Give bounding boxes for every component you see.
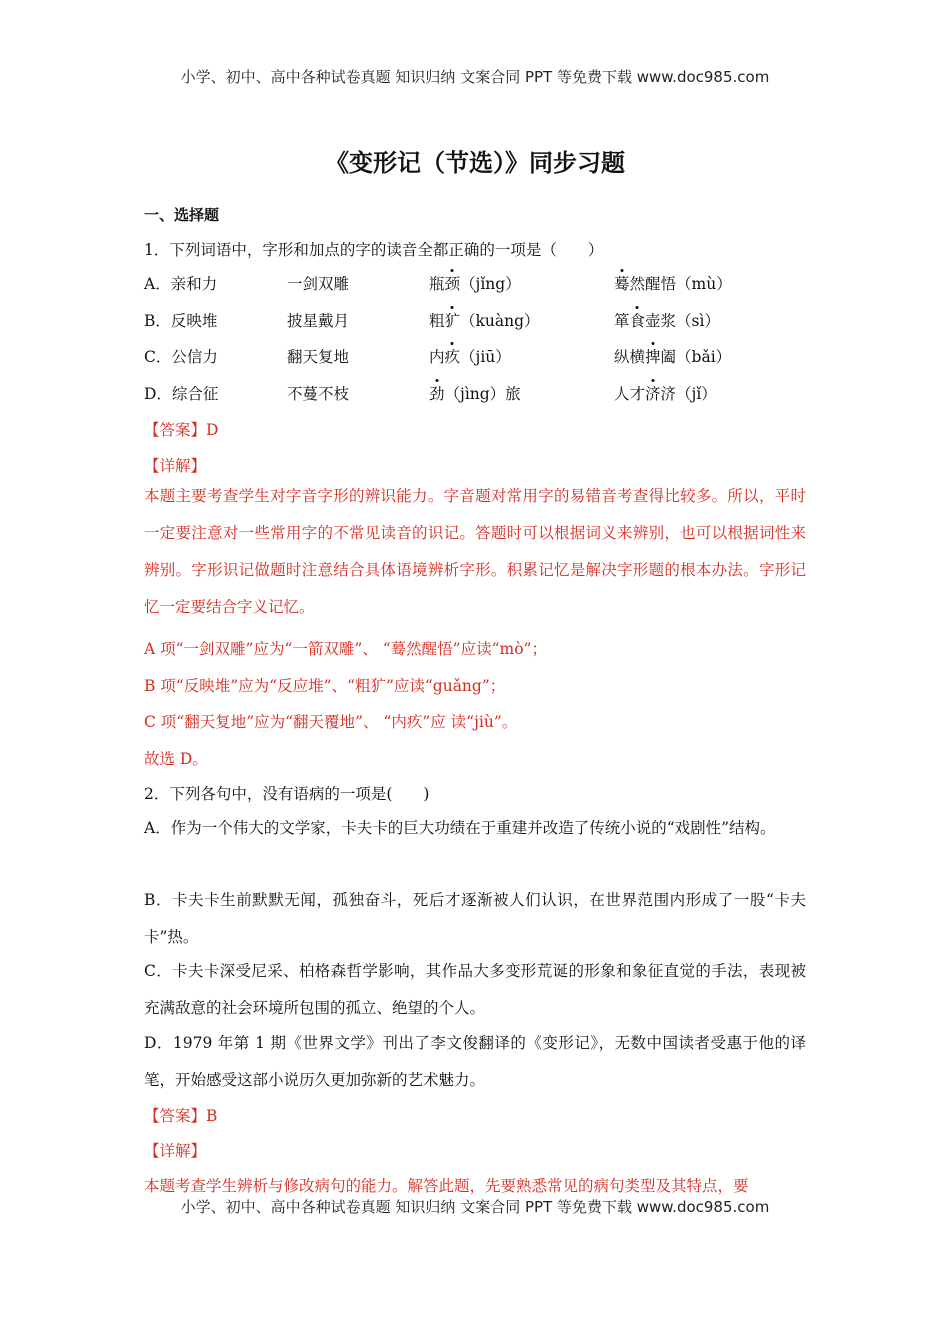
dotted-char: 颈 <box>445 272 461 294</box>
option-b-label: B．反映堆 <box>144 312 218 330</box>
question-2-option-c: C．卡夫卡深受尼采、柏格森哲学影响，其作品大多变形荒诞的形象和象征直觉的手法，表现被充满敌意的社会环境所包围的孤立、绝望的个人。 <box>144 962 806 1017</box>
option-d-word-3: 劲（jìng）旅 <box>429 382 521 404</box>
question-2-answer: 【答案】B <box>144 1107 218 1125</box>
question-1-explanation: 本题主要考查学生对字音字形的辨识能力。字音题对常用字的易错音考查得比较多。所以，平时一定要注意对一些常用字的不常见读音的识记。答题时可以根据词义来辨别，也可以根据词性来辨别。字形识记做题时注意结合具体语境辨析字形。积累记忆是解决字形题的根本办法。字形记忆一定要结合字义记忆。 <box>144 487 806 616</box>
option-d-word-4: 人才济济（jǐ） <box>614 382 717 404</box>
dotted-char: 疚 <box>445 345 461 367</box>
question-1-note-b: B 项“反映堆”应为“反应堆”、“粗犷”应读“guǎng”； <box>144 677 506 695</box>
question-2-detail-label: 【详解】 <box>144 1142 207 1160</box>
option-c-label: C．公信力 <box>144 348 218 366</box>
dotted-char: 犷 <box>445 309 461 331</box>
question-2-option-b: B．卡夫卡生前默默无闻，孤独奋斗，死后才逐渐被人们认识，在世界范围内形成了一股“卡夫卡”热。 <box>144 891 806 946</box>
question-2-explanation: 本题考查学生辨析与修改病句的能力。解答此题，先要熟悉常见的病句类型及其特点，要 <box>144 1177 749 1195</box>
question-1-note-a: A 项“一剑双雕”应为“一箭双雕”、 “蓦然醒悟”应读“mò”； <box>144 640 547 658</box>
option-c-word-3: 内疚（jiū） <box>429 345 511 367</box>
dotted-char: 劲 <box>429 382 445 404</box>
option-b-word-3: 粗犷（kuàng） <box>429 309 540 331</box>
option-c-word-4: 纵横捭阖（bǎi） <box>614 345 731 367</box>
option-c-word-2: 翻天复地 <box>287 348 350 366</box>
question-2-stem: 2．下列各句中，没有语病的一项是( ) <box>144 785 430 803</box>
option-b-word-4: 箪食壶浆（sì） <box>614 309 720 331</box>
page-header: 小学、初中、高中各种试卷真题 知识归纳 文案合同 PPT 等免费下载 www.doc985.com <box>180 68 770 86</box>
option-a-label: A．亲和力 <box>144 275 218 293</box>
page-title: 《变形记（节选）》同步习题 <box>325 148 625 177</box>
option-b-word-2: 披星戴月 <box>287 312 350 330</box>
question-1-detail-label: 【详解】 <box>144 457 207 475</box>
question-1-note-c: C 项“翻天复地”应为“翻天覆地”、 “内疚”应 读“jiù”。 <box>144 713 518 731</box>
dotted-char: 蓦 <box>614 272 630 294</box>
section-heading: 一、选择题 <box>144 206 220 224</box>
page-footer: 小学、初中、高中各种试卷真题 知识归纳 文案合同 PPT 等免费下载 www.doc985.com <box>180 1198 770 1216</box>
question-1-conclusion: 故选 D。 <box>144 750 208 768</box>
option-a-word-2: 一剑双雕 <box>287 275 350 293</box>
option-a-word-4: 蓦然醒悟（mù） <box>614 272 732 294</box>
question-1-stem: 1．下列词语中，字形和加点的字的读音全都正确的一项是（ ） <box>144 241 604 259</box>
option-d-word-2: 不蔓不枝 <box>287 385 350 403</box>
dotted-char: 食 <box>630 309 646 331</box>
dotted-char: 捭 <box>645 345 661 367</box>
question-1-answer: 【答案】D <box>144 421 219 439</box>
dotted-char: 济 <box>645 382 661 404</box>
option-d-label: D．综合征 <box>144 385 219 403</box>
question-2-option-d: D．1979 年第 1 期《世界文学》刊出了李文俊翻译的《变形记》，无数中国读者受惠于他的译笔，开始感受这部小说历久更加弥新的艺术魅力。 <box>144 1034 806 1089</box>
question-2-option-a: A．作为一个伟大的文学家，卡夫卡的巨大功绩在于重建并改造了传统小说的“戏剧性”结构。 <box>144 819 776 837</box>
option-a-word-3: 瓶颈（jǐng） <box>429 272 521 294</box>
